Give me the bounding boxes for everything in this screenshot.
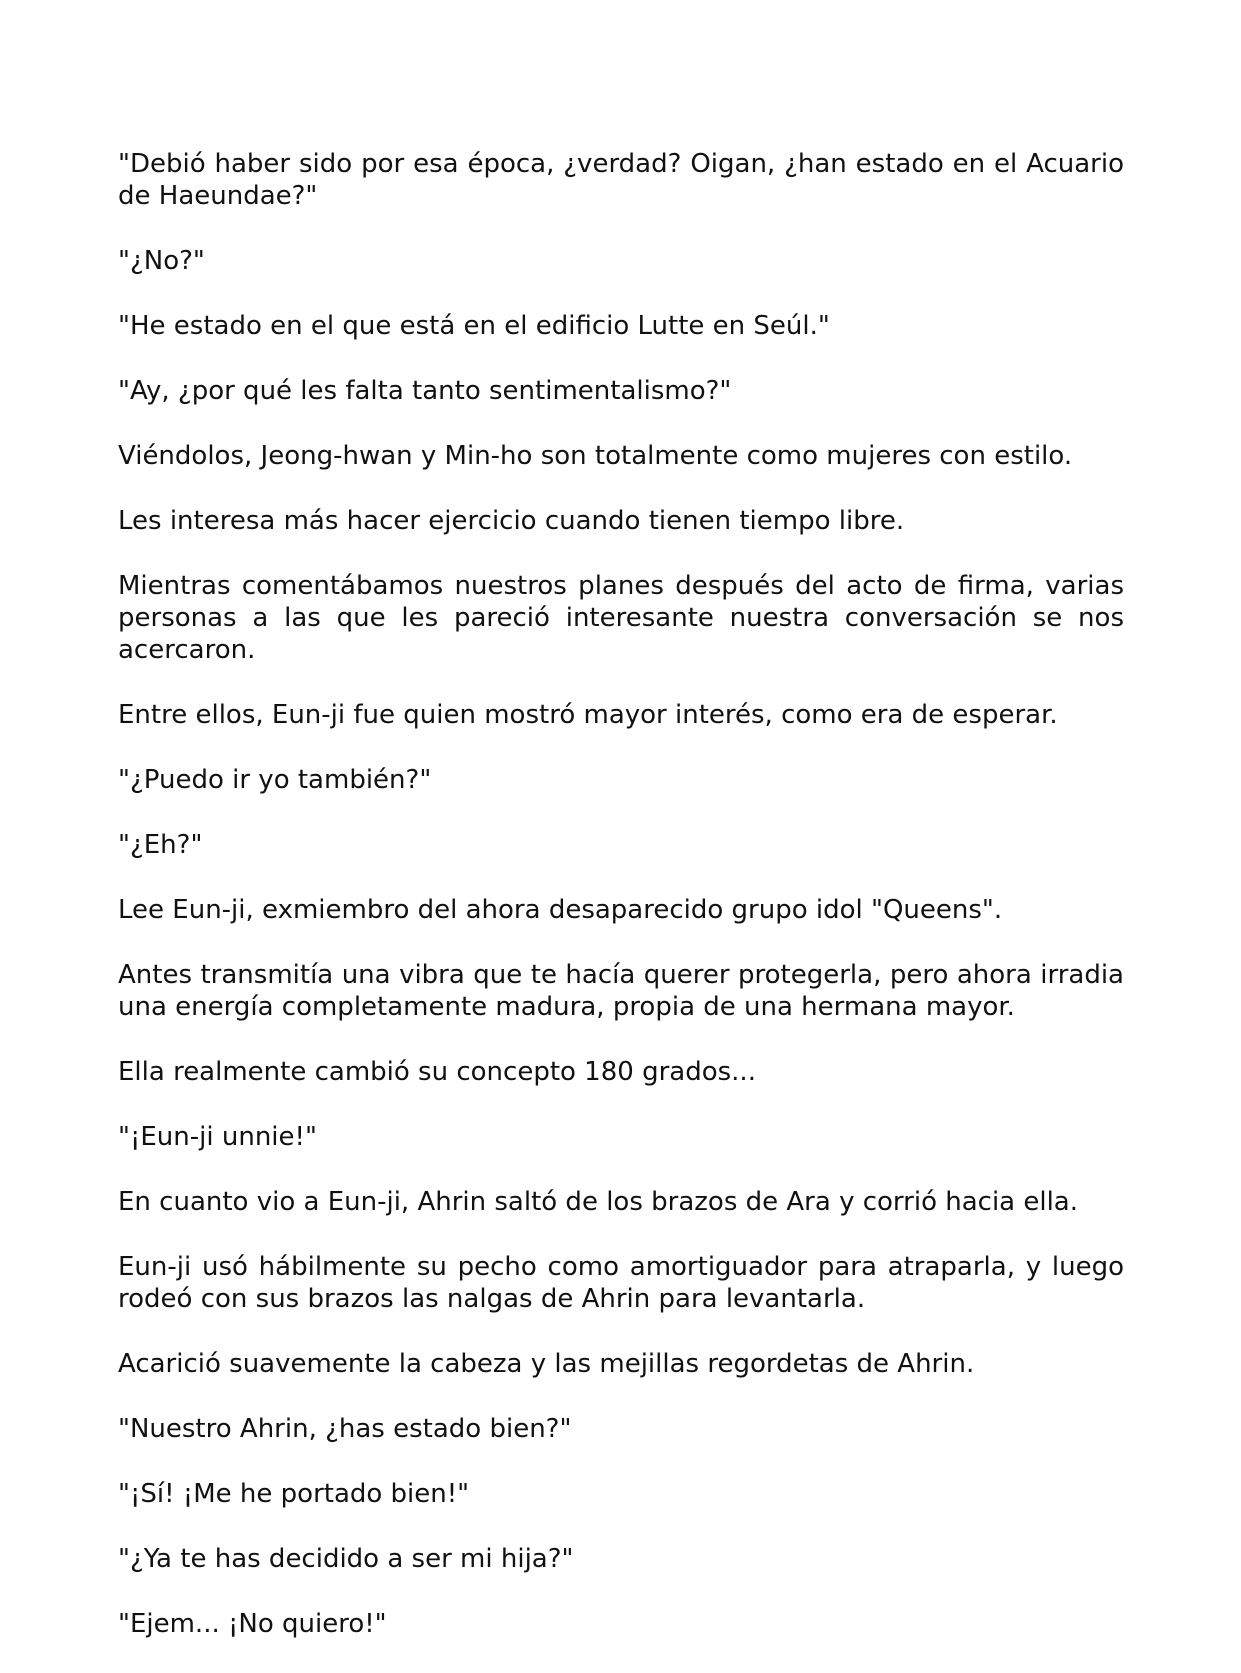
paragraph: "¿Ya te has decidido a ser mi hija?" [118, 1544, 574, 1574]
paragraph: "¡Sí! ¡Me he portado bien!" [118, 1479, 470, 1509]
paragraph: "¿No?" [118, 246, 205, 276]
paragraph: "Debió haber sido por esa época, ¿verdad? Oigan, ¿han estado en el Acuario de Haeundae?" [118, 149, 1124, 211]
paragraph: Acarició suavemente la cabeza y las mejillas regordetas de Ahrin. [118, 1349, 975, 1379]
paragraph: "¿Eh?" [118, 830, 203, 860]
paragraph: "Nuestro Ahrin, ¿has estado bien?" [118, 1414, 572, 1444]
paragraph: "Ejem... ¡No quiero!" [118, 1609, 387, 1639]
paragraph: Eun-ji usó hábilmente su pecho como amortiguador para atraparla, y luego rodeó con sus brazos las nalgas de Ahrin para levantarla. [118, 1252, 1124, 1314]
paragraph: Viéndolos, Jeong-hwan y Min-ho son totalmente como mujeres con estilo. [118, 441, 1073, 471]
paragraph: "Ay, ¿por qué les falta tanto sentimentalismo?" [118, 376, 732, 406]
paragraph: "¿Puedo ir yo también?" [118, 765, 432, 795]
paragraph: Entre ellos, Eun-ji fue quien mostró mayor interés, como era de esperar. [118, 700, 1058, 730]
paragraph: En cuanto vio a Eun-ji, Ahrin saltó de los brazos de Ara y corrió hacia ella. [118, 1187, 1079, 1217]
paragraph: Mientras comentábamos nuestros planes después del acto de firma, varias personas a las que les pareció interesante nuestra conversación se nos acercaron. [118, 571, 1124, 665]
paragraph: "He estado en el que está en el edificio Lutte en Seúl." [118, 311, 830, 341]
document-body [118, 148, 1124, 1673]
paragraph: Antes transmitía una vibra que te hacía querer protegerla, pero ahora irradia una energía completamente madura, propia de una hermana mayor. [118, 960, 1124, 1022]
paragraph: Lee Eun-ji, exmiembro del ahora desaparecido grupo idol "Queens". [118, 895, 1003, 925]
paragraph: "¡Eun-ji unnie!" [118, 1122, 317, 1152]
paragraph: Les interesa más hacer ejercicio cuando tienen tiempo libre. [118, 506, 905, 536]
paragraph: Ella realmente cambió su concepto 180 grados... [118, 1057, 756, 1087]
